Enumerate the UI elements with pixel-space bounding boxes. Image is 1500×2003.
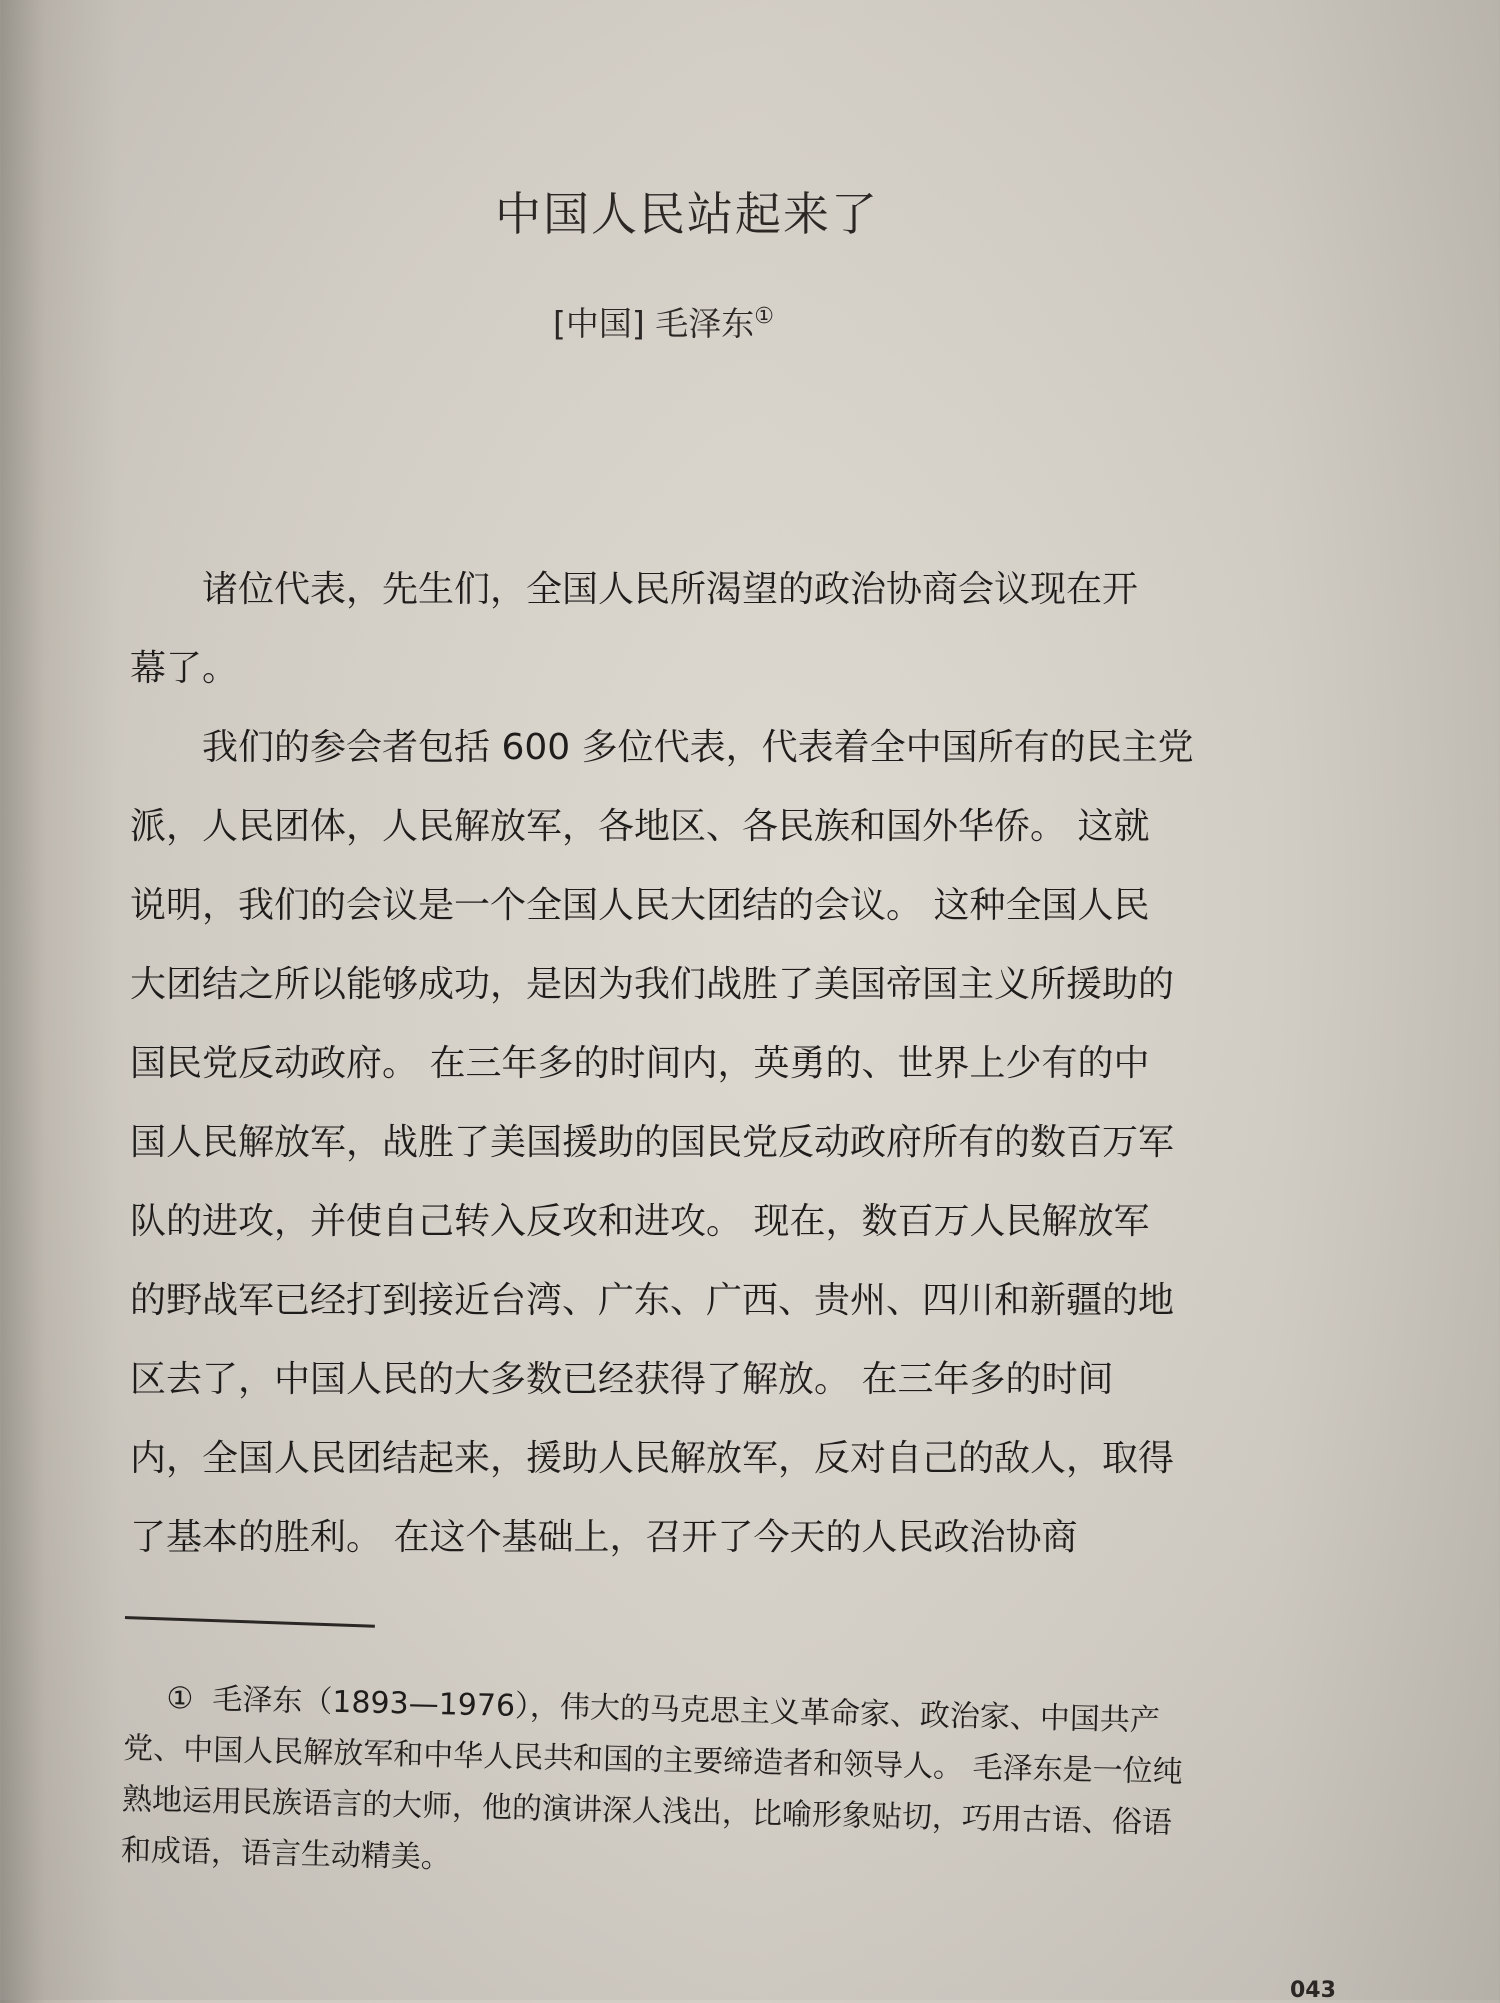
body-line: 诸位代表，先生们，全国人民所渴望的政治协商会议现在开: [202, 569, 1139, 610]
footnote-line: 和成语，语言生动精美。: [120, 1832, 452, 1876]
body-line: 我们的参会者包括 600 多位代表，代表着全中国所有的民主党: [202, 727, 1194, 768]
footnote-line: 党、中国人民解放军和中华人民共和国的主要缔造者和领导人。 毛泽东是一位纯: [122, 1730, 1183, 1791]
body-line: 幕了。: [130, 648, 239, 689]
body-line: 国民党反动政府。 在三年多的时间内，英勇的、世界上少有的中: [130, 1043, 1150, 1084]
footnote-marker: ①: [166, 1680, 194, 1717]
body-line: 派，人民团体，人民解放军，各地区、各民族和国外华侨。 这就: [130, 806, 1150, 847]
author-line: [553, 298, 774, 345]
page-title: 中国人民站起来了: [495, 187, 879, 241]
footnote-divider: [125, 1616, 375, 1628]
body-line: 说明，我们的会议是一个全国人民大团结的会议。 这种全国人民: [130, 885, 1150, 926]
body-line: 的野战军已经打到接近台湾、广东、广西、贵州、四川和新疆的地: [130, 1280, 1175, 1321]
footnote-marker: ①: [754, 304, 774, 329]
body-line: 大团结之所以能够成功，是因为我们战胜了美国帝国主义所援助的: [130, 964, 1175, 1005]
body-line: 了基本的胜利。 在这个基础上，召开了今天的人民政治协商: [130, 1517, 1078, 1558]
page-number: 043: [1290, 1978, 1336, 2003]
body-line: 区去了，中国人民的大多数已经获得了解放。 在三年多的时间: [130, 1359, 1114, 1400]
body-line: 内，全国人民团结起来，援助人民解放军，反对自己的敌人，取得: [130, 1438, 1175, 1479]
footnote: [120, 1672, 1334, 1903]
footnote-line: 熟地运用民族语言的大师，他的演讲深人浅出，比喻形象贴切，巧用古语、俗语: [121, 1781, 1173, 1841]
footnote-line: ① 毛泽东（1893—1976），伟大的马克思主义革命家、政治家、中国共产: [166, 1680, 1161, 1739]
body-line: 国人民解放军，战胜了美国援助的国民党反动政府所有的数百万军: [130, 1122, 1175, 1163]
body-text: [130, 550, 1325, 1577]
body-line: 队的进攻，并使自己转入反攻和进攻。 现在，数百万人民解放军: [130, 1201, 1150, 1242]
author-name: [中国] 毛泽东: [553, 304, 755, 343]
